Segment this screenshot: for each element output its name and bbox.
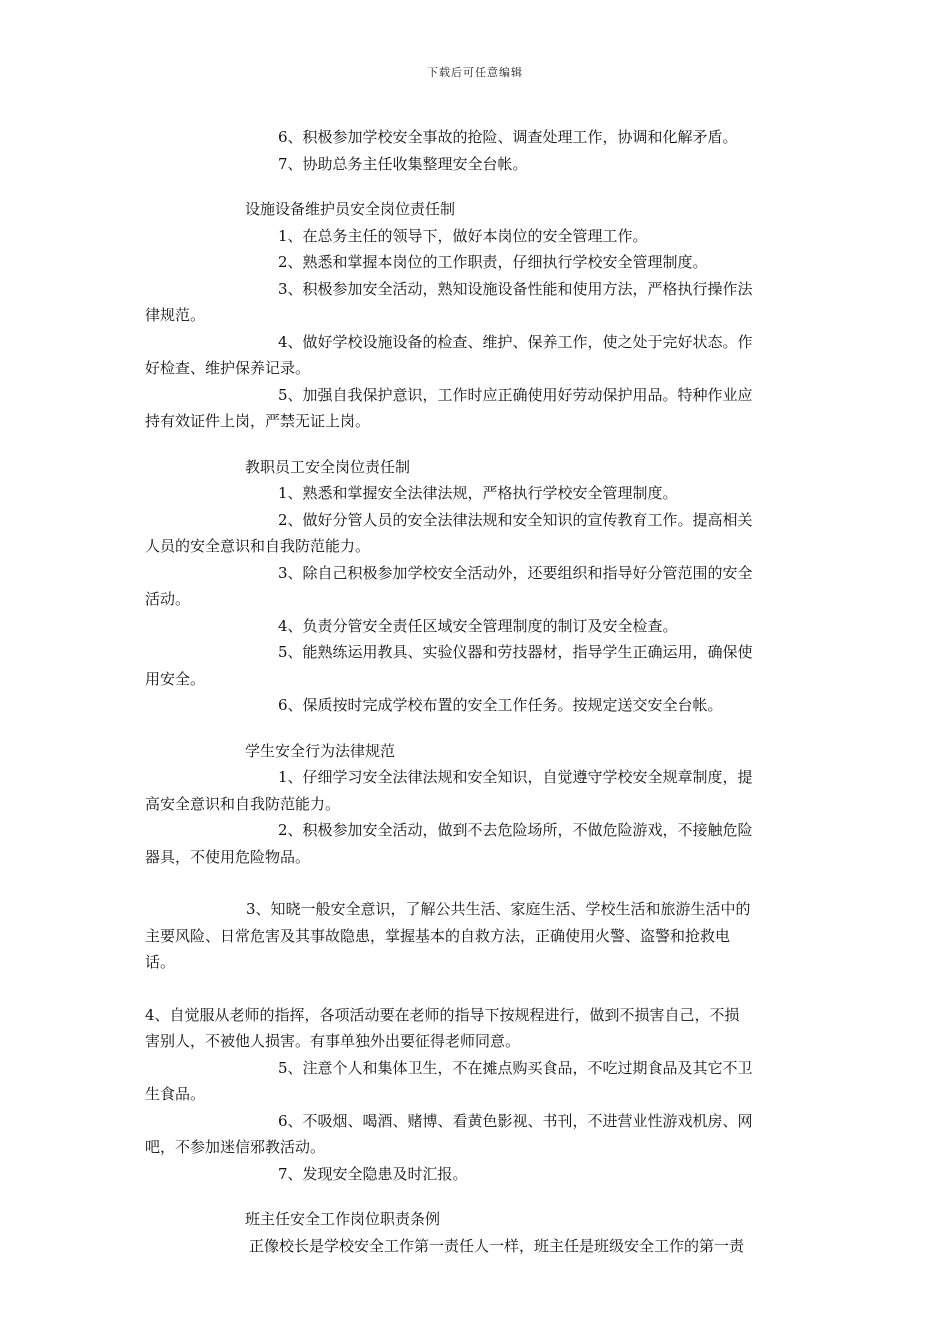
paragraph-line: 7、协助总务主任收集整理安全台帐。 [278, 154, 528, 173]
paragraph-line: 7、发现安全隐患及时汇报。 [278, 1164, 468, 1183]
paragraph-line: 3、知晓一般安全意识，了解公共生活、家庭生活、学校生活和旅游生活中的 [246, 900, 751, 918]
paragraph-line: 1、仔细学习安全法律法规和安全知识，自觉遵守学校安全规章制度，提 [278, 768, 753, 786]
paragraph-line: 2、积极参加安全活动，做到不去危险场所，不做危险游戏，不接触危险 [278, 821, 753, 839]
paragraph-line: 律规范。 [145, 306, 206, 324]
page-header: 下载后可任意编辑 [427, 66, 523, 79]
section-title: 教职员工安全岗位责任制 [245, 457, 411, 476]
paragraph-line: 人员的安全意识和自我防范能力。 [145, 537, 371, 555]
paragraph-line: 3、积极参加安全活动，熟知设施设备性能和使用方法，严格执行操作法 [278, 279, 753, 298]
document-body [145, 124, 807, 1259]
paragraph-line: 5、加强自我保护意识，工作时应正确使用好劳动保护用品。特种作业应 [278, 385, 753, 404]
paragraph-line: 活动。 [145, 590, 191, 608]
paragraph-line: 3、除自己积极参加学校安全活动外，还要组织和指导好分管范围的安全 [278, 563, 753, 582]
paragraph-line: 主要风险、日常危害及其事故隐患，掌握基本的自救方法，正确使用火警、盗警和抢救电 [145, 926, 731, 945]
paragraph-line: 用安全。 [145, 669, 206, 688]
section-title: 设施设备维护员安全岗位责任制 [245, 200, 456, 218]
paragraph-line: 高安全意识和自我防范能力。 [145, 794, 341, 813]
paragraph-line: 5、注意个人和集体卫生，不在摊点购买食品，不吃过期食品及其它不卫 [278, 1058, 753, 1077]
paragraph-line: 持有效证件上岗，严禁无证上岗。 [145, 412, 371, 430]
paragraph-line: 吧，不参加迷信邪教活动。 [145, 1138, 326, 1156]
paragraph-line: 6、不吸烟、喝酒、赌博、看黄色影视、书刊，不进营业性游戏机房、网 [278, 1111, 753, 1130]
paragraph-line: 话。 [145, 953, 176, 971]
paragraph-line: 5、能熟练运用教具、实验仪器和劳技器材，指导学生正确运用，确保使 [278, 643, 753, 661]
paragraph-line: 正像校长是学校安全工作第一责任人一样，班主任是班级安全工作的第一责 [249, 1236, 745, 1255]
section-title: 学生安全行为法律规范 [245, 741, 396, 760]
paragraph-line: 4、负责分管安全责任区域安全管理制度的制订及安全检查。 [278, 616, 678, 635]
paragraph-line: 1、熟悉和掌握安全法律法规，严格执行学校安全管理制度。 [278, 484, 678, 502]
paragraph-line: 害别人，不被他人损害。有事单独外出要征得老师同意。 [145, 1032, 521, 1050]
paragraph-line: 好检查、维护保养记录。 [145, 359, 311, 377]
paragraph-line: 1、在总务主任的领导下，做好本岗位的安全管理工作。 [278, 226, 648, 245]
paragraph-line: 4、做好学校设施设备的检查、维护、保养工作，使之处于完好状态。作 [278, 332, 753, 351]
paragraph-line: 4、自觉服从老师的指挥，各项活动要在老师的指导下按规程进行，做到不损害自己，不损 [145, 1005, 740, 1024]
paragraph-line: 2、熟悉和掌握本岗位的工作职责，仔细执行学校安全管理制度。 [278, 253, 708, 271]
paragraph-line: 器具，不使用危险物品。 [145, 847, 311, 866]
paragraph-line: 2、做好分管人员的安全法律法规和安全知识的宣传教育工作。提高相关 [278, 510, 753, 529]
paragraph-line: 生食品。 [145, 1085, 206, 1103]
paragraph-line: 6、保质按时完成学校布置的安全工作任务。按规定送交安全台帐。 [278, 696, 723, 714]
section-title: 班主任安全工作岗位职责条例 [245, 1210, 441, 1228]
paragraph-line: 6、积极参加学校安全事故的抢险、调查处理工作，协调和化解矛盾。 [278, 128, 738, 146]
